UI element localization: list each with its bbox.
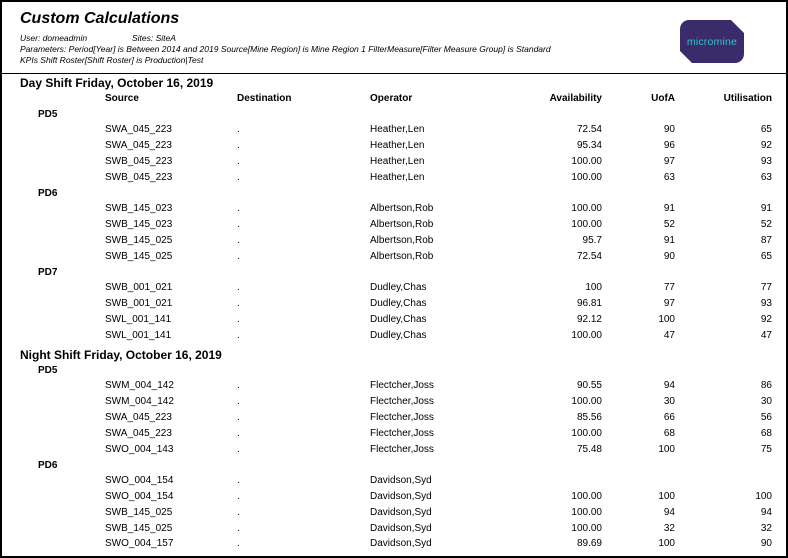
cell-destination: . xyxy=(237,314,240,326)
column-header-row xyxy=(2,91,786,107)
cell-operator: Heather,Len xyxy=(370,140,425,152)
table-row xyxy=(2,249,786,265)
cell-uofa: 30 xyxy=(663,396,675,408)
table-row xyxy=(2,202,786,218)
cell-uofa: 90 xyxy=(663,250,675,262)
cell-uofa: 66 xyxy=(663,412,675,424)
table-row xyxy=(2,281,786,297)
cell-source: SWA_045_223 xyxy=(105,124,172,136)
cell-utilisation: 65 xyxy=(760,124,772,136)
cell-availability: 100.00 xyxy=(571,203,602,215)
table-row xyxy=(2,296,786,312)
cell-destination: . xyxy=(237,329,240,341)
column-header-utilisation: Utilisation xyxy=(723,92,772,104)
cell-availability: 100.00 xyxy=(571,396,602,408)
column-header-operator: Operator xyxy=(370,92,413,104)
cell-utilisation: 32 xyxy=(760,522,772,534)
cell-availability: 75.48 xyxy=(576,443,602,455)
cell-availability: 100.00 xyxy=(571,219,602,231)
cell-destination: . xyxy=(237,412,240,424)
cell-uofa: 68 xyxy=(663,427,675,439)
section-heading: Night Shift Friday, October 16, 2019 xyxy=(20,347,222,362)
cell-utilisation: 47 xyxy=(760,329,772,341)
cell-operator: Davidson,Syd xyxy=(370,506,432,518)
cell-source: SWB_001_021 xyxy=(105,282,173,294)
cell-destination: . xyxy=(237,522,240,534)
cell-operator: Flectcher,Joss xyxy=(370,380,434,392)
cell-uofa: 32 xyxy=(663,522,675,534)
cell-source: SWA_045_223 xyxy=(105,412,172,424)
cell-uofa: 94 xyxy=(663,380,675,392)
page-title: Custom Calculations xyxy=(20,10,180,27)
group-label: PD5 xyxy=(38,109,58,121)
report-body xyxy=(2,75,786,552)
cell-availability: 100.00 xyxy=(571,427,602,439)
cell-source: SWO_004_154 xyxy=(105,491,174,503)
cell-availability: 92.12 xyxy=(576,314,602,326)
cell-destination: . xyxy=(237,396,240,408)
cell-availability: 100 xyxy=(585,282,602,294)
cell-source: SWB_045_223 xyxy=(105,171,173,183)
column-header-availability: Availability xyxy=(549,92,602,104)
cell-uofa: 52 xyxy=(663,219,675,231)
table-row xyxy=(2,154,786,170)
cell-destination: . xyxy=(237,538,240,550)
cell-destination: . xyxy=(237,380,240,392)
table-row xyxy=(2,489,786,505)
cell-utilisation: 56 xyxy=(760,412,772,424)
cell-operator: Heather,Len xyxy=(370,171,425,183)
cell-uofa: 63 xyxy=(663,171,675,183)
cell-destination: . xyxy=(237,124,240,136)
sites-label: Sites: SiteA xyxy=(132,33,176,43)
cell-source: SWB_145_023 xyxy=(105,219,173,231)
table-row xyxy=(2,537,786,553)
table-row xyxy=(2,170,786,186)
cell-destination: . xyxy=(237,250,240,262)
cell-utilisation: 93 xyxy=(760,156,772,168)
kpis-line: KPIs Shift Roster[Shift Roster] is Production|Test xyxy=(20,55,204,65)
cell-availability: 95.7 xyxy=(582,235,602,247)
cell-utilisation: 86 xyxy=(760,380,772,392)
cell-utilisation: 90 xyxy=(760,538,772,550)
cell-uofa: 90 xyxy=(663,124,675,136)
cell-availability: 96.81 xyxy=(576,298,602,310)
column-header-source: Source xyxy=(105,92,139,104)
cell-uofa: 77 xyxy=(663,282,675,294)
cell-uofa: 100 xyxy=(658,443,675,455)
section-heading: Day Shift Friday, October 16, 2019 xyxy=(20,76,214,90)
table-row xyxy=(2,442,786,458)
cell-utilisation: 68 xyxy=(760,427,772,439)
cell-availability: 100.00 xyxy=(571,329,602,341)
cell-source: SWB_145_023 xyxy=(105,203,173,215)
cell-operator: Davidson,Syd xyxy=(370,475,432,487)
cell-uofa: 100 xyxy=(658,538,675,550)
table-row xyxy=(2,394,786,410)
cell-utilisation: 94 xyxy=(760,506,772,518)
cell-source: SWO_004_157 xyxy=(105,538,174,550)
header-divider xyxy=(2,73,786,74)
cell-destination: . xyxy=(237,140,240,152)
cell-utilisation: 92 xyxy=(760,314,772,326)
cell-destination: . xyxy=(237,427,240,439)
cell-availability: 72.54 xyxy=(576,250,602,262)
cell-destination: . xyxy=(237,156,240,168)
cell-source: SWM_004_142 xyxy=(105,380,174,392)
cell-operator: Flectcher,Joss xyxy=(370,412,434,424)
table-row xyxy=(2,123,786,139)
cell-source: SWA_045_223 xyxy=(105,140,172,152)
cell-source: SWB_001_021 xyxy=(105,298,173,310)
cell-source: SWB_145_025 xyxy=(105,235,173,247)
cell-availability: 89.69 xyxy=(576,538,602,550)
group-label: PD7 xyxy=(38,267,58,279)
cell-uofa: 97 xyxy=(663,156,675,168)
cell-source: SWB_045_223 xyxy=(105,156,173,168)
cell-availability: 100.00 xyxy=(571,171,602,183)
cell-destination: . xyxy=(237,298,240,310)
cell-destination: . xyxy=(237,171,240,183)
parameters-line: Parameters: Period[Year] is Between 2014 and 2019 Source[Mine Region] is Mine Region 1 FilterMeasure[Filter Measure Group] is Standard xyxy=(20,44,551,54)
cell-destination: . xyxy=(237,491,240,503)
cell-destination: . xyxy=(237,475,240,487)
table-row xyxy=(2,138,786,154)
cell-operator: Albertson,Rob xyxy=(370,250,434,262)
cell-operator: Heather,Len xyxy=(370,156,425,168)
cell-operator: Dudley,Chas xyxy=(370,314,427,326)
micromine-logo xyxy=(680,20,744,63)
cell-source: SWL_001_141 xyxy=(105,314,172,326)
cell-utilisation: 91 xyxy=(760,203,772,215)
cell-operator: Albertson,Rob xyxy=(370,235,434,247)
cell-availability: 90.55 xyxy=(576,380,602,392)
table-row xyxy=(2,426,786,442)
cell-uofa: 96 xyxy=(663,140,675,152)
cell-operator: Davidson,Syd xyxy=(370,491,432,503)
cell-destination: . xyxy=(237,282,240,294)
cell-source: SWA_045_223 xyxy=(105,427,172,439)
table-row xyxy=(2,217,786,233)
cell-utilisation: 100 xyxy=(755,491,772,503)
cell-operator: Flectcher,Joss xyxy=(370,396,434,408)
cell-operator: Flectcher,Joss xyxy=(370,427,434,439)
cell-availability: 95.34 xyxy=(576,140,602,152)
table-row xyxy=(2,521,786,537)
cell-operator: Davidson,Syd xyxy=(370,538,432,550)
table-row xyxy=(2,410,786,426)
cell-utilisation: 75 xyxy=(760,443,772,455)
user-label: User: domeadmin xyxy=(20,33,88,43)
column-header-uofa: UofA xyxy=(651,92,675,104)
cell-operator: Flectcher,Joss xyxy=(370,443,434,455)
cell-utilisation: 87 xyxy=(760,235,772,247)
cell-utilisation: 92 xyxy=(760,140,772,152)
cell-destination: . xyxy=(237,506,240,518)
cell-source: SWO_004_154 xyxy=(105,475,174,487)
cell-uofa: 91 xyxy=(663,235,675,247)
table-row xyxy=(2,473,786,489)
cell-source: SWO_004_143 xyxy=(105,443,174,455)
cell-operator: Heather,Len xyxy=(370,124,425,136)
cell-uofa: 97 xyxy=(663,298,675,310)
cell-uofa: 94 xyxy=(663,506,675,518)
group-label: PD6 xyxy=(38,188,58,200)
cell-availability: 100.00 xyxy=(571,522,602,534)
column-header-destination: Destination xyxy=(237,92,292,104)
table-row xyxy=(2,505,786,521)
cell-destination: . xyxy=(237,443,240,455)
table-row xyxy=(2,312,786,328)
cell-utilisation: 93 xyxy=(760,298,772,310)
cell-utilisation: 65 xyxy=(760,250,772,262)
group-label: PD5 xyxy=(38,365,58,377)
cell-availability: 85.56 xyxy=(576,412,602,424)
cell-operator: Albertson,Rob xyxy=(370,219,434,231)
cell-availability: 100.00 xyxy=(571,491,602,503)
cell-uofa: 100 xyxy=(658,491,675,503)
cell-source: SWB_145_025 xyxy=(105,250,173,262)
cell-operator: Albertson,Rob xyxy=(370,203,434,215)
cell-operator: Davidson,Syd xyxy=(370,522,432,534)
cell-source: SWB_145_025 xyxy=(105,506,173,518)
cell-operator: Dudley,Chas xyxy=(370,298,427,310)
cell-uofa: 91 xyxy=(663,203,675,215)
cell-source: SWM_004_142 xyxy=(105,396,174,408)
cell-availability: 72.54 xyxy=(576,124,602,136)
cell-uofa: 100 xyxy=(658,314,675,326)
cell-utilisation: 63 xyxy=(760,171,772,183)
cell-utilisation: 30 xyxy=(760,396,772,408)
cell-destination: . xyxy=(237,235,240,247)
cell-destination: . xyxy=(237,203,240,215)
cell-utilisation: 52 xyxy=(760,219,772,231)
cell-source: SWB_145_025 xyxy=(105,522,173,534)
cell-operator: Dudley,Chas xyxy=(370,282,427,294)
cell-availability: 100.00 xyxy=(571,156,602,168)
group-label: PD6 xyxy=(38,459,58,471)
table-row xyxy=(2,379,786,395)
table-row xyxy=(2,233,786,249)
cell-source: SWL_001_141 xyxy=(105,329,172,341)
cell-operator: Dudley,Chas xyxy=(370,329,427,341)
micromine-logo-text: micromine xyxy=(686,35,738,48)
cell-uofa: 47 xyxy=(663,329,675,341)
cell-destination: . xyxy=(237,219,240,231)
cell-availability: 100.00 xyxy=(571,506,602,518)
table-row xyxy=(2,328,786,344)
cell-utilisation: 77 xyxy=(760,282,772,294)
